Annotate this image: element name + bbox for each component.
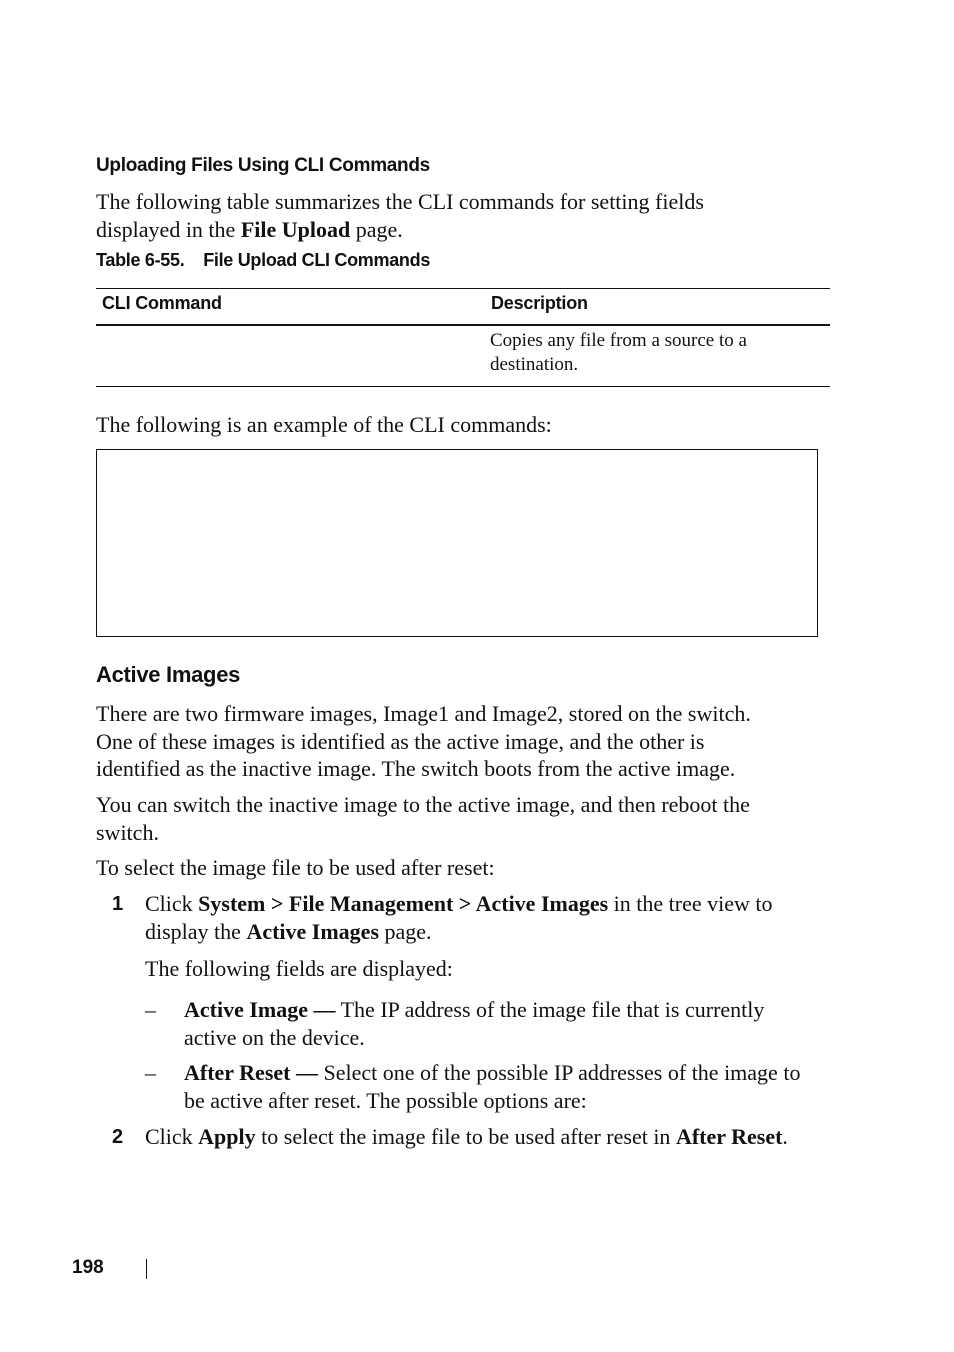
page-number: 198 (72, 1257, 104, 1278)
field-2-dash: – (145, 1060, 156, 1085)
fields-intro: The following fields are displayed: (145, 956, 453, 981)
field-active-image: Active Image — The IP address of the image file that is currently active on the device. (184, 997, 765, 1050)
table-header-cli-command: CLI Command (102, 293, 222, 313)
table-top-rule (96, 288, 830, 289)
active-images-paragraph-1: There are two firmware images, Image1 and Image2, stored on the switch. One of these images is identified as the active image, and the other is identified as the inactive image. The switch boots from the active image. (96, 701, 751, 781)
step-2-text: Click Apply to select the image file to be used after reset in After Reset. (145, 1124, 788, 1149)
active-images-page-term: Active Images (246, 918, 380, 944)
after-reset-term: After Reset (675, 1124, 783, 1149)
active-images-paragraph-2: You can switch the inactive image to the active image, and then reboot the switch. (96, 792, 750, 845)
footer-divider (146, 1259, 147, 1279)
field-after-reset: After Reset — Select one of the possible IP addresses of the image to be active after reset. The possible options are: (184, 1060, 801, 1113)
section-heading: Uploading Files Using CLI Commands (96, 155, 430, 176)
table-header-description: Description (491, 293, 588, 313)
step-2-number: 2 (112, 1126, 124, 1148)
field-1-dash: – (145, 997, 156, 1022)
code-example-box (96, 449, 818, 637)
intro-paragraph (96, 188, 836, 243)
step-1-text: Click System > File Management > Active Images in the tree view to display the Active Images page. (145, 891, 773, 944)
step-1-number: 1 (112, 893, 124, 915)
file-upload-term: File Upload (240, 216, 351, 242)
active-images-paragraph-3: To select the image file to be used after reset: (96, 855, 495, 880)
active-images-heading: Active Images (96, 662, 241, 687)
intro-line-1: The following table summarizes the CLI commands for setting fields (96, 189, 704, 214)
apply-term: Apply (198, 1124, 256, 1149)
table-bottom-rule (96, 386, 830, 387)
table-cell-description: Copies any file from a source to a destination. (490, 330, 747, 375)
table-caption: Table 6-55. File Upload CLI Commands (96, 250, 431, 270)
intro-line-2: displayed in the File Upload page. (96, 216, 403, 242)
menu-path: System > File Management > Active Images (198, 891, 609, 916)
example-intro: The following is an example of the CLI commands: (96, 412, 552, 437)
table-header-rule (96, 324, 830, 326)
